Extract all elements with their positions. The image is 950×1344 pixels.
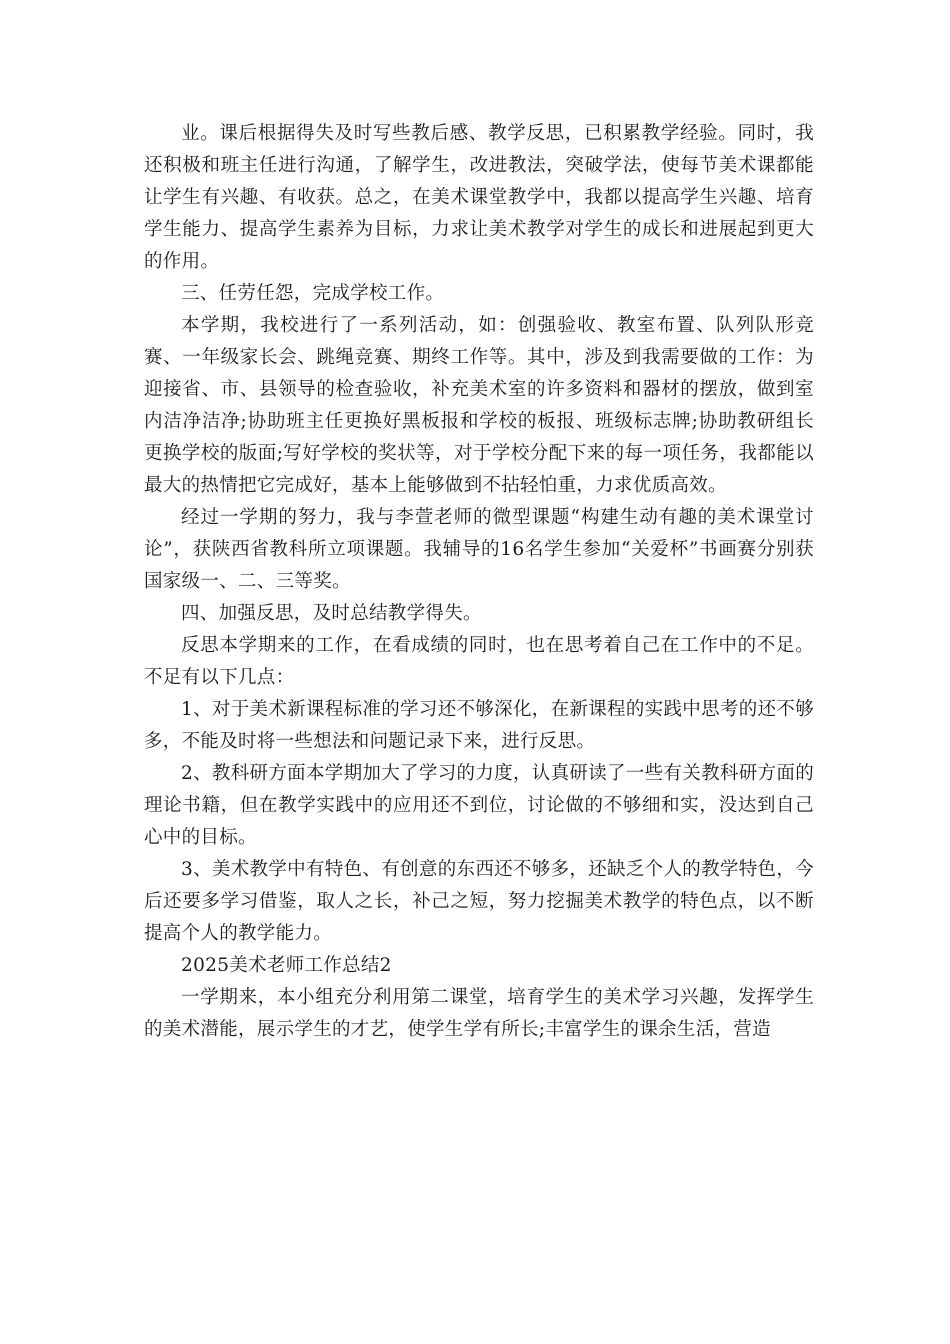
paragraph-reflection: 反思本学期来的工作，在看成绩的同时，也在思考着自己在工作中的不足。不足有以下几点：	[144, 635, 814, 688]
list-item-2: 2、教科研方面本学期加大了学习的力度，认真研读了一些有关教科研方面的理论书籍，但在教学实践中的应用还不到位，讨论做的不够细和实，没达到自己心中的目标。	[144, 763, 814, 848]
section-heading-3: 三、任劳任怨，完成学校工作。	[181, 283, 445, 304]
document-title-2: 2025美术老师工作总结2	[181, 955, 392, 976]
paragraph-achievements: 经过一学期的努力，我与李萱老师的微型课题“构建生动有趣的美术课堂讨论”，获陕西省教科所立项课题。我辅导的16名学生参加“关爱杯”书画赛分别获国家级一、二、三等奖。	[144, 507, 814, 592]
section-heading-4: 四、加强反思，及时总结教学得失。	[181, 603, 482, 624]
paragraph-continuation: 业。课后根据得失及时写些教后感、教学反思，已积累教学经验。同时，我还积极和班主任进行沟通，了解学生，改进教法，突破学法，使每节美术课都能让学生有兴趣、有收获。总之，在美术课堂教学中，我都以提高学生兴趣、培育学生能力、提高学生素养为目标，力求让美术教学对学生的成长和进展起到更大的作用。	[144, 123, 814, 272]
document-body	[144, 118, 814, 1046]
paragraph-activities: 本学期，我校进行了一系列活动，如：创强验收、教室布置、队列队形竞赛、一年级家长会、跳绳竞赛、期终工作等。其中，涉及到我需要做的工作：为迎接省、市、县领导的检查验收，补充美术室的许多资料和器材的摆放，做到室内洁净洁净;协助班主任更换好黑板报和学校的板报、班级标志牌;协助教研组长更换学校的版面;写好学校的奖状等，对于学校分配下来的每一项任务，我都能以最大的热情把它完成好，基本上能够做到不拈轻怕重，力求优质高效。	[144, 315, 814, 496]
list-item-1: 1、对于美术新课程标准的学习还不够深化，在新课程的实践中思考的还不够多，不能及时将一些想法和问题记录下来，进行反思。	[144, 699, 814, 752]
list-item-3: 3、美术教学中有特色、有创意的东西还不够多，还缺乏个人的教学特色，今后还要多学习借鉴，取人之长，补己之短，努力挖掘美术教学的特色点，以不断提高个人的教学能力。	[144, 859, 814, 944]
paragraph-intro-2: 一学期来，本小组充分利用第二课堂，培育学生的美术学习兴趣，发挥学生的美术潜能，展示学生的才艺，使学生学有所长;丰富学生的课余生活，营造	[144, 987, 814, 1040]
